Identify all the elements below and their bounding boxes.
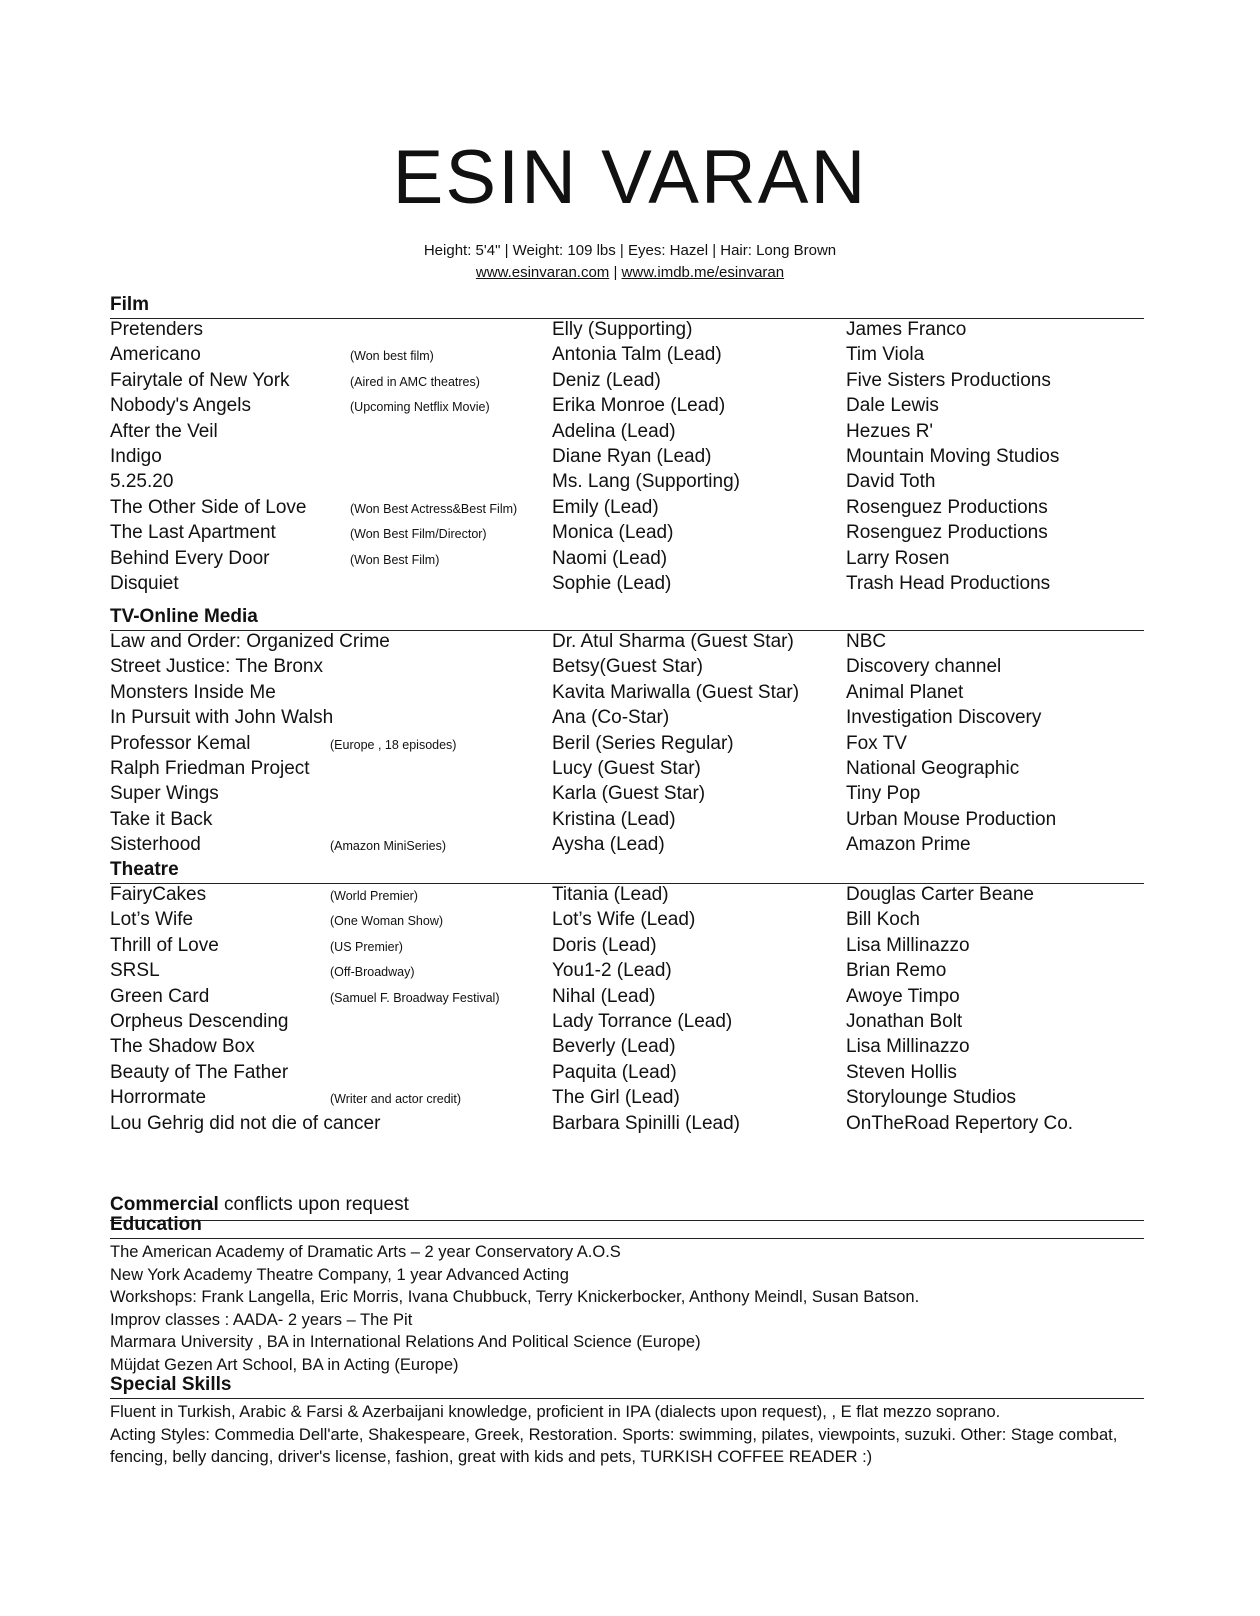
education-line: New York Academy Theatre Company, 1 year Advanced Acting [110, 1265, 569, 1284]
credit-row [110, 548, 1144, 573]
credit-note: (Won Best Film) [350, 552, 440, 567]
credit-role: The Girl (Lead) [552, 1087, 680, 1109]
credit-note: (Amazon MiniSeries) [330, 839, 447, 854]
credit-company: Awoye Timpo [846, 985, 960, 1007]
film-section [110, 294, 1144, 598]
credit-row [110, 682, 1144, 707]
credit-note: (Samuel F. Broadway Festival) [330, 990, 500, 1005]
credit-title: Law and Order: Organized Crime [110, 631, 390, 652]
actor-name: ESIN VARAN [392, 135, 868, 220]
credit-row [110, 446, 1144, 471]
credit-company: Fox TV [846, 732, 907, 754]
credit-note: (Writer and actor credit) [330, 1092, 462, 1107]
skills-line: Fluent in Turkish, Arabic & Farsi & Azerbaijani knowledge, proficient in IPA (dialects upon request), , E flat mezzo soprano. [110, 1403, 1001, 1421]
credit-role: Elly (Supporting) [552, 319, 693, 340]
credit-company: NBC [846, 631, 887, 652]
skills-list [110, 1401, 1144, 1469]
education-line: Marmara University , BA in International Relations And Political Science (Europe) [110, 1333, 701, 1352]
credit-row [110, 1011, 1144, 1036]
credit-role: Lady Torrance (Lead) [552, 1010, 733, 1032]
credit-title: Street Justice: The Bronx [110, 656, 323, 678]
credit-row [110, 960, 1144, 985]
education-heading: Education [110, 1214, 1144, 1239]
credit-row [110, 986, 1144, 1011]
skills-section [110, 1374, 1144, 1469]
credit-row [110, 733, 1144, 758]
credit-row [110, 809, 1144, 834]
credit-role: Diane Ryan (Lead) [552, 445, 712, 467]
credit-company: Hezues R' [846, 420, 934, 442]
credit-company: Discovery channel [846, 656, 1002, 678]
skills-heading: Special Skills [110, 1374, 1144, 1399]
credit-title: Nobody's Angels [110, 395, 251, 417]
credit-company: Tim Viola [846, 344, 925, 366]
tv-heading: TV-Online Media [110, 606, 1144, 631]
credit-company: Rosenguez Productions [846, 496, 1048, 518]
credit-row [110, 344, 1144, 369]
credit-title: Pretenders [110, 319, 203, 340]
credit-role: Monica (Lead) [552, 522, 674, 544]
credit-company: David Toth [846, 471, 936, 493]
credit-title: Lou Gehrig did not die of cancer [110, 1112, 381, 1134]
credit-role: Dr. Atul Sharma (Guest Star) [552, 631, 794, 652]
credit-note: (US Premier) [330, 939, 403, 954]
credit-row [110, 471, 1144, 496]
credit-company: Dale Lewis [846, 395, 939, 417]
credit-title: The Shadow Box [110, 1036, 255, 1058]
credit-role: Aysha (Lead) [552, 834, 665, 856]
credit-row [110, 834, 1144, 859]
credit-title: Fairytale of New York [110, 369, 290, 391]
credit-role: Lot’s Wife (Lead) [552, 909, 696, 931]
film-list [110, 319, 1144, 598]
credit-title: After the Veil [110, 420, 218, 442]
credit-row [110, 522, 1144, 547]
credit-title: Orpheus Descending [110, 1010, 289, 1032]
credit-role: Adelina (Lead) [552, 420, 676, 442]
credit-title: Ralph Friedman Project [110, 757, 310, 779]
credit-note: (Aired in AMC theatres) [350, 374, 480, 389]
credit-title: Take it Back [110, 808, 213, 830]
physical-stats: Height: 5'4" | Weight: 109 lbs | Eyes: Hazel | Hair: Long Brown [423, 242, 837, 259]
credit-title: FairyCakes [110, 884, 207, 905]
credit-row [110, 497, 1144, 522]
credit-role: Naomi (Lead) [552, 547, 668, 569]
credit-row [110, 758, 1144, 783]
credit-note: (Won best film) [350, 349, 434, 364]
credit-note: (Upcoming Netflix Movie) [350, 400, 490, 415]
credit-row [110, 1062, 1144, 1087]
credit-company: OnTheRoad Repertory Co. [846, 1112, 1074, 1134]
credit-role: Barbara Spinilli (Lead) [552, 1112, 740, 1134]
credit-company: Tiny Pop [846, 783, 921, 805]
credit-company: National Geographic [846, 757, 1020, 779]
credit-role: Erika Monroe (Lead) [552, 395, 726, 417]
commercial-text: conflicts upon request [218, 1194, 409, 1215]
credit-role: Lucy (Guest Star) [552, 757, 701, 779]
credit-company: Steven Hollis [846, 1061, 957, 1083]
credit-role: Betsy(Guest Star) [552, 656, 703, 678]
credit-note: (World Premier) [330, 889, 418, 903]
credit-role: Ana (Co-Star) [552, 707, 670, 729]
credit-role: Paquita (Lead) [552, 1061, 677, 1083]
link-separator: | [609, 264, 622, 281]
credit-row [110, 909, 1144, 934]
credit-title: Americano [110, 344, 201, 366]
credit-company: Storylounge Studios [846, 1087, 1017, 1109]
credit-row [110, 1087, 1144, 1112]
credit-role: Titania (Lead) [552, 884, 669, 905]
theatre-heading: Theatre [110, 859, 1144, 884]
credit-company: Lisa Millinazzo [846, 1036, 970, 1058]
credit-row [110, 656, 1144, 681]
skills-line: Acting Styles: Commedia Dell'arte, Shakespeare, Greek, Restoration. Sports: swimming, pilates, viewpoints, suzuki. Other: Stage combat, fencing, belly dancing, driver's license, fashion, great with kids and pets, TURKISH COFFEE READER :) [110, 1425, 1118, 1467]
credit-title: In Pursuit with John Walsh [110, 707, 334, 729]
credit-title: Thrill of Love [110, 934, 219, 956]
education-line: Improv classes : AADA- 2 years – The Pit [110, 1310, 413, 1329]
credit-role: Deniz (Lead) [552, 369, 661, 391]
credit-row [110, 707, 1144, 732]
credit-company: James Franco [846, 319, 967, 340]
commercial-heading: Commercial [110, 1194, 219, 1215]
credit-title: Disquiet [110, 572, 179, 594]
credit-row [110, 631, 1144, 656]
credit-role: Emily (Lead) [552, 496, 659, 518]
tv-list [110, 631, 1144, 860]
credit-title: Professor Kemal [110, 732, 251, 754]
credit-company: Bill Koch [846, 909, 920, 931]
credit-note: (Off-Broadway) [330, 965, 415, 980]
website-link[interactable]: www.esinvaran.com [475, 264, 610, 281]
tv-section [110, 606, 1144, 860]
credit-row [110, 1036, 1144, 1061]
credit-title: The Other Side of Love [110, 496, 307, 518]
credit-role: Beril (Series Regular) [552, 732, 734, 754]
education-line: Müjdat Gezen Art School, BA in Acting (Europe) [110, 1355, 459, 1374]
credit-company: Trash Head Productions [846, 572, 1051, 594]
film-heading: Film [110, 294, 1144, 319]
credit-company: Rosenguez Productions [846, 522, 1048, 544]
credit-role: Kavita Mariwalla (Guest Star) [552, 681, 800, 703]
credit-row [110, 421, 1144, 446]
theatre-list [110, 884, 1144, 1138]
imdb-link[interactable]: www.imdb.me/esinvaran [621, 264, 785, 281]
credit-title: Green Card [110, 985, 210, 1007]
credit-note: (Europe , 18 episodes) [330, 737, 457, 752]
education-line: Workshops: Frank Langella, Eric Morris, Ivana Chubbuck, Terry Knickerbocker, Anthony Meindl, Susan Batson. [110, 1288, 920, 1307]
credit-role: Beverly (Lead) [552, 1036, 676, 1058]
credit-company: Mountain Moving Studios [846, 445, 1060, 467]
credit-role: Kristina (Lead) [552, 808, 676, 830]
credit-role: Nihal (Lead) [552, 985, 656, 1007]
credit-company: Urban Mouse Production [846, 808, 1057, 830]
credit-role: Antonia Talm (Lead) [552, 344, 722, 366]
credit-row [110, 370, 1144, 395]
credit-row [110, 319, 1144, 344]
credit-title: The Last Apartment [110, 522, 276, 544]
credit-role: Sophie (Lead) [552, 572, 672, 594]
credit-company: Lisa Millinazzo [846, 934, 970, 956]
credit-company: Jonathan Bolt [846, 1010, 963, 1032]
credit-row [110, 783, 1144, 808]
credit-title: Behind Every Door [110, 547, 270, 569]
credit-company: Animal Planet [846, 681, 964, 703]
credit-company: Douglas Carter Beane [846, 884, 1034, 905]
credit-title: Indigo [110, 445, 162, 467]
website-links [0, 264, 1260, 281]
education-list [110, 1241, 1144, 1377]
credit-role: You1-2 (Lead) [552, 960, 672, 982]
credit-company: Amazon Prime [846, 834, 971, 856]
credit-company: Larry Rosen [846, 547, 950, 569]
theatre-section [110, 859, 1144, 1138]
credit-title: SRSL [110, 960, 160, 982]
credit-title: Lot’s Wife [110, 909, 194, 931]
credit-note: (Won Best Film/Director) [350, 527, 487, 542]
credit-row [110, 935, 1144, 960]
education-section [110, 1214, 1144, 1377]
credit-company: Five Sisters Productions [846, 369, 1051, 391]
credit-company: Brian Remo [846, 960, 947, 982]
credit-row [110, 884, 1144, 909]
credit-note: (Won Best Actress&Best Film) [350, 501, 518, 516]
education-line: The American Academy of Dramatic Arts – 2 year Conservatory A.O.S [110, 1243, 621, 1261]
credit-role: Doris (Lead) [552, 934, 657, 956]
credit-title: 5.25.20 [110, 471, 174, 493]
credit-title: Horrormate [110, 1087, 207, 1109]
credit-row [110, 395, 1144, 420]
credit-role: Karla (Guest Star) [552, 783, 706, 805]
credit-role: Ms. Lang (Supporting) [552, 471, 740, 493]
credit-row [110, 573, 1144, 598]
credit-row [110, 1113, 1144, 1138]
credit-title: Beauty of The Father [110, 1061, 289, 1083]
credit-title: Super Wings [110, 783, 219, 805]
credit-company: Investigation Discovery [846, 707, 1042, 729]
credit-title: Sisterhood [110, 834, 201, 856]
credit-note: (One Woman Show) [330, 914, 444, 929]
credit-title: Monsters Inside Me [110, 681, 276, 703]
